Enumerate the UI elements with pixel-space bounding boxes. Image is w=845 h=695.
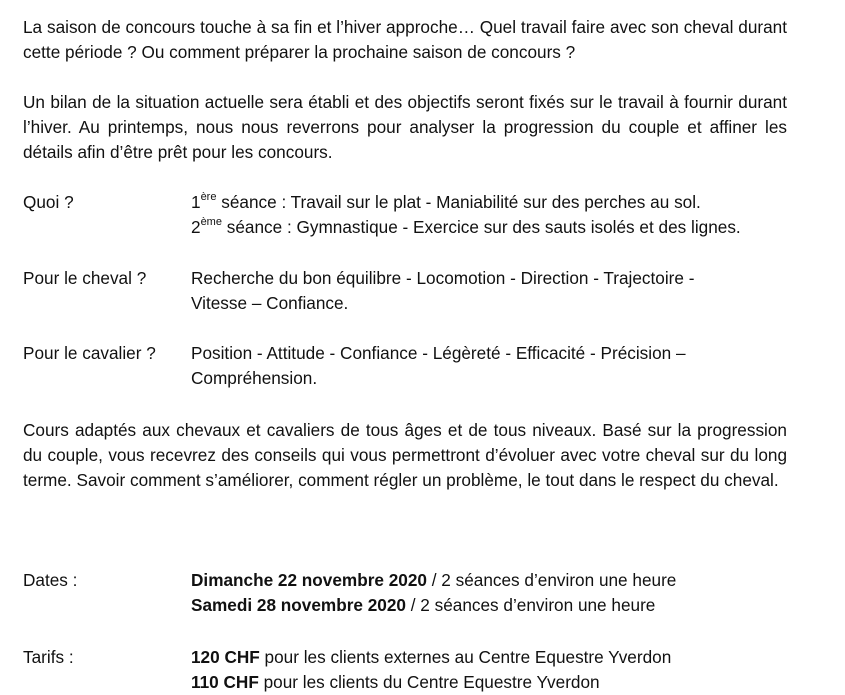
date-1-day: Dimanche 22 novembre 2020	[191, 570, 427, 590]
cheval-line-2: Vitesse – Confiance.	[191, 293, 349, 313]
seance-1	[191, 190, 787, 215]
cavalier-label: Pour le cavalier ?	[23, 343, 156, 363]
date-1	[191, 568, 787, 593]
cheval-label: Pour le cheval ?	[23, 268, 147, 288]
dates-section	[23, 568, 787, 618]
quoi-label: Quoi ?	[23, 192, 74, 212]
seance-2-suffix: ème	[200, 216, 222, 229]
seance-1-text: séance : Travail sur le plat - Maniabilité sur des perches au sol.	[216, 192, 701, 212]
tarifs-value	[191, 645, 787, 695]
date-2	[191, 593, 787, 618]
date-2-detail: / 2 séances d’environ une heure	[405, 595, 656, 615]
intro-paragraph-2: Un bilan de la situation actuelle sera établi et des objectifs seront fixés sur le travail à fournir durant l’hiver. Au printemps, nous nous reverrons pour analyser la progression du couple et affiner les détails afin d’être prêt pour les concours.	[23, 92, 787, 162]
quoi-value	[191, 190, 787, 240]
tarifs-section	[23, 645, 787, 695]
seance-2-number: 2	[191, 217, 201, 237]
seance-1-suffix: ère	[200, 191, 217, 204]
tarif-2-price: 110 CHF	[191, 672, 259, 692]
date-2-day: Samedi 28 novembre 2020	[191, 595, 406, 615]
tarifs-label: Tarifs :	[23, 647, 74, 667]
tarif-2-detail: pour les clients du Centre Equestre Yverdon	[258, 672, 600, 692]
cheval-line-1: Recherche du bon équilibre - Locomotion - Direction - Trajectoire -	[191, 268, 695, 288]
cavalier-value	[191, 341, 787, 391]
tarif-2	[191, 670, 787, 695]
dates-value	[191, 568, 787, 618]
cavalier-line-1: Position - Attitude - Confiance - Légèreté - Efficacité - Précision –	[191, 343, 686, 363]
cheval-section	[23, 266, 787, 316]
date-1-detail: / 2 séances d’environ une heure	[426, 570, 677, 590]
cavalier-line-2: Compréhension.	[191, 368, 318, 388]
cheval-value	[191, 266, 787, 316]
tarif-1	[191, 645, 787, 670]
seance-1-number: 1	[191, 192, 201, 212]
tarif-1-detail: pour les clients externes au Centre Equestre Yverdon	[259, 647, 672, 667]
quoi-section	[23, 190, 787, 240]
seance-2-text: séance : Gymnastique - Exercice sur des sauts isolés et des lignes.	[221, 217, 741, 237]
seance-2	[191, 215, 787, 240]
dates-label: Dates :	[23, 570, 78, 590]
intro-paragraph-1: La saison de concours touche à sa fin et l’hiver approche… Quel travail faire avec son cheval durant cette période ? Ou comment préparer la prochaine saison de concours ?	[23, 17, 787, 62]
tarif-1-price: 120 CHF	[191, 647, 260, 667]
cours-paragraph: Cours adaptés aux chevaux et cavaliers de tous âges et de tous niveaux. Basé sur la progression du couple, vous recevrez des conseils qui vous permettront d’évoluer avec votre cheval sur du long terme. Savoir comment s’améliorer, comment régler un problème, le tout dans le respect du cheval.	[23, 420, 787, 490]
cavalier-section	[23, 341, 787, 391]
